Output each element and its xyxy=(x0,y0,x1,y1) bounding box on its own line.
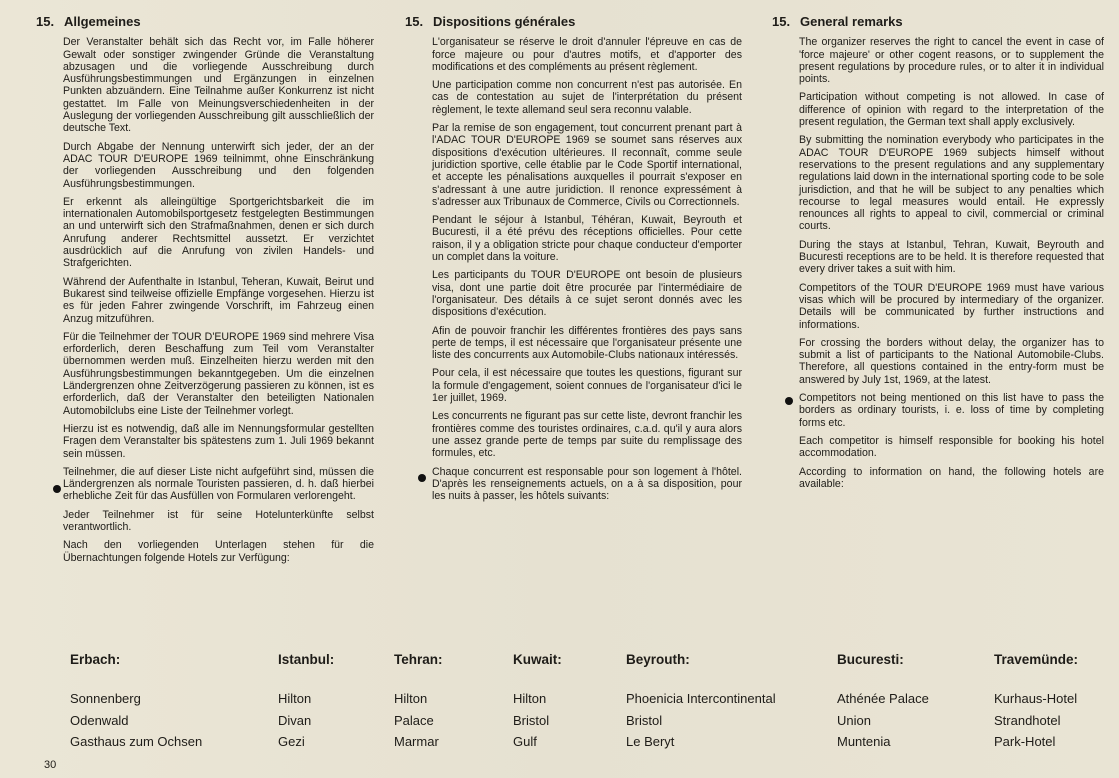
hotel-name: Gulf xyxy=(513,734,537,749)
paragraph: According to information on hand, the following hotels are available: xyxy=(799,465,1104,490)
hotel-name: Bristol xyxy=(626,712,663,728)
paragraph: Afin de pouvoir franchir les différentes frontières des pays sans perte de temps, il est nécessaire que l'organisateur présente une liste des concurrents aux Automobile-Clubs nationaux intéressés. xyxy=(432,324,742,362)
paragraph: Les participants du TOUR D'EUROPE ont besoin de plusieurs visa, dont une partie doit être procurée par l'intermédiaire de l'organisateur. Des détails à ce sujet seront donnés avec les dispositions d'exécution. xyxy=(432,269,742,319)
paragraph: By submitting the nomination everybody who participates in the ADAC TOUR D'EUROPE 1969 subjects himself without reservations to the present regulations and any supplementary regulations laid down in the international sporting code to be sole jurisdiction, and that he will be subject to any penalties which recourse to legal measures would entail. He expressly renounces all rights to appeal to civil, commercial or criminal courts. xyxy=(799,134,1104,233)
paragraph: Competitors not being mentioned on this list have to pass the borders as ordinary tourists, i. e. loss of time by completing forms etc. xyxy=(799,392,1104,429)
hotel-name: Hilton xyxy=(278,691,312,706)
hotel-name: Strandhotel xyxy=(994,712,1061,728)
paragraph: The organizer reserves the right to cancel the event in case of 'force majeure' or other cogent reasons, or to supplement the present regulations by procedure rules, or to alter it in individual points. xyxy=(799,36,1104,86)
hotel-name: Sonnenberg xyxy=(70,691,141,706)
hotel-name: Gezi xyxy=(278,734,305,749)
paragraph: Durch Abgabe der Nennung unterwirft sich jeder, der an der ADAC TOUR D'EUROPE 1969 teilnimmt, ohne Einschränkung der vorliegenden Ausschreibung und den folgenden Ausführungsbestimmungen. xyxy=(63,140,374,190)
section-number: 15. xyxy=(405,14,424,29)
paragraph: Während der Aufenthalte in Istanbul, Teheran, Kuwait, Beirut und Bukarest sind teilweise offizielle Empfänge vorgesehen. Hierzu ist es für jeden Fahrer zwingende Vorschrift, im Fahrzeug einen Anzug mitzuführen. xyxy=(63,275,374,325)
hotels-column-travemuende xyxy=(994,652,1078,753)
section-heading xyxy=(36,16,374,28)
hotels-table xyxy=(70,652,1110,752)
city-name: Beyrouth: xyxy=(626,652,690,667)
hotel-name: Union xyxy=(837,712,871,728)
city-name: Travemünde: xyxy=(994,652,1079,667)
section-german xyxy=(36,14,374,570)
hotels-column-kuwait xyxy=(513,652,562,753)
city-name: Kuwait: xyxy=(513,652,562,667)
hotel-name: Kurhaus-Hotel xyxy=(994,691,1078,706)
hotel-name: Bristol xyxy=(513,712,550,728)
section-french xyxy=(405,14,742,508)
page-number: 30 xyxy=(44,759,57,771)
section-number: 15. xyxy=(36,14,55,29)
paragraph: Jeder Teilnehmer ist für seine Hotelunterkünfte selbst verantwortlich. xyxy=(63,508,374,533)
city-name: Tehran: xyxy=(394,652,443,667)
city-name: Erbach: xyxy=(70,652,121,667)
hotel-name: Phoenicia Intercontinental xyxy=(626,691,776,706)
hotel-name: Hilton xyxy=(513,691,547,706)
section-title: Dispositions générales xyxy=(433,14,576,29)
paragraph: Une participation comme non concurrent n'est pas autorisée. En cas de contestation au sujet de l'interprétation du présent règlement, le texte allemand seul sera reconnu valable. xyxy=(432,79,742,116)
paragraph: Les concurrents ne figurant pas sur cette liste, devront franchir les frontières comme des touristes ordinaires, c.a.d. qu'il y aura alors une assez grande perte de temps par suite du remplissage des formules, etc. xyxy=(432,410,742,460)
margin-bullet-icon xyxy=(418,474,426,482)
hotel-name: Divan xyxy=(278,712,312,728)
city-name: Istanbul: xyxy=(278,652,335,667)
section-english xyxy=(772,14,1104,496)
paragraph: Der Veranstalter behält sich das Recht vor, im Falle höherer Gewalt oder sonstiger zwingender Gründe die Veranstaltung abzusagen und die vorliegende Ausschreibung durch Ausführungsbestimmungen und Ergänzungen in einzelnen Punkten abzuändern. Eine Teilnahme außer Konkurrenz ist nicht gestattet. Im Falle von Meinungsverschiedenheiten in der Auslegung der vorliegenden Ausschreibung gilt ausschließlich der deutsche Text. xyxy=(63,36,374,135)
paragraph: Chaque concurrent est responsable pour son logement à l'hôtel. D'après les renseignements actuels, on a à sa disposition, pour les nuits à passer, les hôtels suivants: xyxy=(432,465,742,503)
paragraph: Hierzu ist es notwendig, daß alle im Nennungsformular gestellten Fragen dem Veranstalter bis spätestens zum 1. Juli 1969 bekannt sein müssen. xyxy=(63,422,374,460)
paragraph: Pendant le séjour à Istanbul, Téhéran, Kuwait, Beyrouth et Bucuresti, il a été prévu des réceptions officielles. Pour cette raison, il y a obligation stricte pour chaque conducteur d'emporter un complet dans la voiture. xyxy=(432,214,742,264)
hotel-name: Athénée Palace xyxy=(837,691,929,706)
paragraph: During the stays at Istanbul, Tehran, Kuwait, Beyrouth and Bucuresti receptions are to be held. It is therefore requested that every driver takes a suit with him. xyxy=(799,238,1104,276)
margin-bullet-icon xyxy=(785,397,793,405)
paragraph: L'organisateur se réserve le droit d'annuler l'épreuve en cas de force majeure ou pour d'autres motifs, et d'apporter des modifications et des compléments au présent règlement. xyxy=(432,36,742,73)
hotel-name: Muntenia xyxy=(837,734,891,749)
paragraph: For crossing the borders without delay, the organizer has to submit a list of participants to the National Automobile-Clubs. Therefore, all questions contained in the entry-form must be answered by July 1st, 1969, at the latest. xyxy=(799,336,1104,386)
paragraph: Er erkennt als alleingültige Sportgerichtsbarkeit die im internationalen Automobilsportgesetz festgelegten Bestimmungen an und unterwirft sich den Strafmaßnahmen, denen er sich durch Anrufung anderer Rechtsmittel aussetzt. Er verzichtet ausdrücklich auf die Anrufung von zivilen Handels- und Strafgerichten. xyxy=(63,195,374,270)
hotels-column-istanbul xyxy=(278,652,334,753)
paragraph: Nach den vorliegenden Unterlagen stehen für die Übernachtungen folgende Hotels zur Verfügung: xyxy=(63,539,374,564)
hotel-name: Hilton xyxy=(394,691,428,706)
section-title: Allgemeines xyxy=(64,14,141,29)
paragraph: Für die Teilnehmer der TOUR D'EUROPE 1969 sind mehrere Visa erforderlich, deren Beschaffung zum Teil vom Veranstalter übernommen werden muß. Einzelheiten hierzu werden mit den Ausführungsbestimmungen bekanntgegeben. Um die einzelnen Ländergrenzen ohne Zeitverzögerung passieren zu können, ist es erforderlich, daß der Veranstalter den beteiligten Nationalen Automobilclubs eine Liste der Teilnehmer vorlegt. xyxy=(63,330,374,417)
paragraph: Each competitor is himself responsible for booking his hotel accommodation. xyxy=(799,434,1104,460)
hotel-name: Palace xyxy=(394,712,434,728)
paragraph: Competitors of the TOUR D'EUROPE 1969 must have various visas which will be procured by intermediary of the organizer. Details will be communicated by further instructions and informations. xyxy=(799,281,1104,331)
city-name: Bucuresti: xyxy=(837,652,904,667)
section-heading xyxy=(405,16,742,28)
hotels-column-tehran xyxy=(394,652,443,753)
hotel-name: Le Beryt xyxy=(626,734,675,749)
paragraph: Par la remise de son engagement, tout concurrent prenant part à l'ADAC TOUR D'EUROPE 1969 se soumet sans réserves aux dispositions d'exécution ultérieures. Il reconnaît, comme seule juridiction sportive, celle établie par le Code Sportif international, et accepte les pénalisations auxquelles il pourrait s'exposer en s'adressant à une autre juridiction. Il renonce expressément à s'adresser aux Tribunaux de Commerce, Civils ou Correctionnels. xyxy=(432,122,742,208)
paragraph: Pour cela, il est nécessaire que toutes les questions, figurant sur la formule d'engagement, soient connues de l'organisateur d'ici le 1er juillet, 1969. xyxy=(432,367,742,405)
paragraph: Teilnehmer, die auf dieser Liste nicht aufgeführt sind, müssen die Ländergrenzen als normale Touristen passieren, d. h. daß hierbei erhebliche Zeit für das Ausfüllen von Formularen verlorengeht. xyxy=(63,465,374,503)
hotel-name: Gasthaus zum Ochsen xyxy=(70,734,203,749)
hotels-column-bucuresti xyxy=(837,652,929,753)
hotel-name: Odenwald xyxy=(70,712,129,728)
section-heading xyxy=(772,16,1104,28)
margin-bullet-icon xyxy=(53,485,61,493)
hotel-name: Marmar xyxy=(394,734,439,749)
section-title: General remarks xyxy=(800,14,903,29)
paragraph: Participation without competing is not allowed. In case of difference of opinion with regard to the interpretation of the present regulation, the German text shall apply exclusively. xyxy=(799,91,1104,129)
hotels-column-beyrouth xyxy=(626,652,776,753)
hotel-name: Park-Hotel xyxy=(994,734,1056,749)
section-number: 15. xyxy=(772,14,791,29)
hotels-column-erbach xyxy=(70,652,202,753)
